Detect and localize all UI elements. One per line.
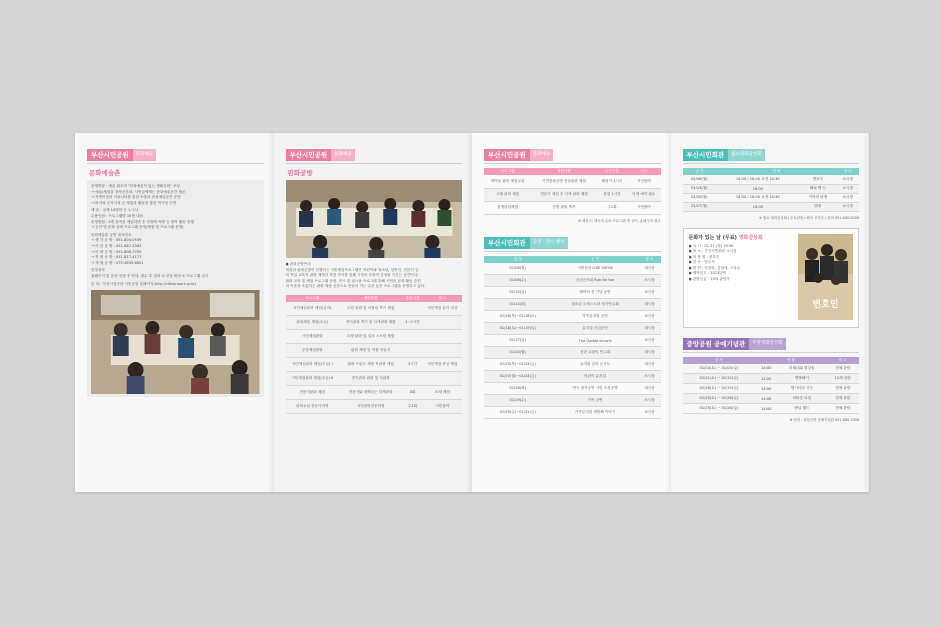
table-cell: 연극 정기공연 시민 초청공연 xyxy=(551,383,638,395)
table-cell: 주1회 xyxy=(597,201,627,214)
table-row xyxy=(683,184,860,193)
table-cell: 전문가와 함께하는 다색판화 xyxy=(339,386,402,400)
page-4-header-2 xyxy=(683,338,860,350)
table-cell: 대극장 xyxy=(639,383,661,395)
table-row xyxy=(683,404,860,414)
table-cell: 14:00 xyxy=(755,374,777,384)
table-cell: 시민판화공방 전문판화 체험 xyxy=(531,175,597,188)
column-header: 영 화 xyxy=(755,357,826,364)
table-cell: 뮤지컬 신년공연 xyxy=(551,323,638,335)
table-cell: 상설 1시간 xyxy=(597,188,627,201)
table-cell: 아이들 판화 체험교실 xyxy=(484,175,531,188)
table-cell: 제야의 종 기념 공연 xyxy=(551,287,638,299)
page-3-header-2 xyxy=(484,237,661,249)
divider xyxy=(683,163,860,164)
table-cell: 시민체험판화 체험(초등) Ⅱ xyxy=(286,372,339,386)
text-line: ● 제작년도 : 2013년작 xyxy=(688,271,727,276)
table-cell: 3시간 xyxy=(402,358,422,372)
page-3 xyxy=(472,133,671,492)
table-cell: 뮤지컬 갈라 콘서트 xyxy=(551,359,638,371)
table-cell: 01/06(월) xyxy=(683,175,717,184)
text-line: ● 작 품 명 : 변호인 xyxy=(688,254,720,259)
table-cell: 01/06(월) xyxy=(484,263,551,275)
monday-movie-table xyxy=(683,168,860,212)
page-1-header xyxy=(87,149,264,161)
table-cell: 시민문화 LIVE SHOW xyxy=(551,263,638,275)
table-cell: 바닐 월드 xyxy=(777,404,826,414)
divider xyxy=(87,163,264,164)
column-header: 수업시간 xyxy=(402,295,422,302)
intro-lines xyxy=(286,262,463,290)
table-row xyxy=(484,275,661,287)
section-sub: 문화예술 xyxy=(133,149,156,161)
table-cell: 고래 판화 체험 xyxy=(484,188,531,201)
column-header: 비고 xyxy=(423,295,462,302)
poster-title: 변호인 xyxy=(812,299,839,310)
table-cell: 01/20(월) xyxy=(683,193,717,202)
table-cell: 소극장 xyxy=(836,202,859,211)
page-2 xyxy=(274,133,473,492)
section-name: 부산시민회관 xyxy=(683,149,729,161)
table-row xyxy=(484,188,661,201)
table-cell: 14:00 xyxy=(755,404,777,414)
table-row xyxy=(484,407,661,419)
table-cell: 시민참여 xyxy=(627,201,660,214)
info-lines xyxy=(91,184,260,287)
workshop-photo xyxy=(91,290,260,394)
table-row xyxy=(683,202,860,211)
table-cell xyxy=(423,372,462,386)
table-cell: 가족뮤지컬 공연 xyxy=(551,311,638,323)
table-cell: 01/18(토)~01/19(일) xyxy=(484,323,551,335)
table-row xyxy=(286,302,463,316)
table-cell: 시민체험 중심 체험 xyxy=(423,358,462,372)
table-row xyxy=(683,364,860,374)
print-workshop-photo xyxy=(286,180,463,258)
table-cell: The Gadda show's xyxy=(551,335,638,347)
program-table xyxy=(286,295,463,415)
section-sub: 문화예술 xyxy=(530,149,553,161)
text-line: 문 의 : 부산시설공단 시민공원 홈페이지(http://citizenpark.or.kr) xyxy=(91,281,197,286)
table-cell: 신년 교향악 연주회 xyxy=(551,347,638,359)
column-header: 비고 xyxy=(627,168,660,175)
table-cell: 소극장 xyxy=(639,311,661,323)
table-row xyxy=(484,311,661,323)
table-row xyxy=(484,323,661,335)
table-cell xyxy=(402,302,422,316)
table-cell: 12세 관람 xyxy=(826,374,859,384)
table-cell: 01/27(월) xyxy=(683,202,717,211)
table-cell: 소재 체험 xyxy=(423,386,462,400)
table-cell: 01/04(토) ~ 01/05(일) xyxy=(683,364,756,374)
text-line: 판화 교육 및 체험 프로그램 운영, 전시 및 워크숍 프로그램 통해 시민의 문화 활동 증진 xyxy=(285,278,421,283)
table-row xyxy=(286,330,463,344)
text-line: 홈페이지 및 유선 신청 후 안내, 접수 후 결과 ① 신청 확정 ① 프로그램 실시 xyxy=(91,273,209,278)
table-cell: 01/23(목)~01/24(금) xyxy=(484,359,551,371)
table-cell: 소극장 xyxy=(836,193,859,202)
table-row xyxy=(484,359,661,371)
movie-box xyxy=(683,228,860,328)
text-line: → 공간 별 문화 공예 프로그램 운영(체험 및 프로그램 운영) xyxy=(91,225,184,230)
table-cell: 전문가 체험 후 다색 판화 체험 xyxy=(531,188,597,201)
table-cell: 01/11(토) ~ 01/12(일) xyxy=(683,374,756,384)
table-cell: 단체 예약 필수 xyxy=(627,188,660,201)
table-cell: 소극장 xyxy=(639,335,661,347)
table-row xyxy=(484,201,661,214)
table-cell: 마제네와 빨강돌 xyxy=(777,364,826,374)
section-name: 부산시민공원 xyxy=(87,149,133,161)
table-cell: 시민체험판화 체험(초등) Ⅰ xyxy=(286,358,339,372)
movie-title-main: 영화감상회 xyxy=(738,234,763,241)
text-line: → 목 원 공 방 : 051-817-4177 xyxy=(91,255,142,260)
table-cell: 범죄 xyxy=(799,202,836,211)
table-cell: 01/28(화) xyxy=(484,383,551,395)
table-cell xyxy=(423,316,462,330)
table-cell: 14:00 xyxy=(755,384,777,394)
text-line: 수용인원 : 프로그램별 10명 내외 xyxy=(91,213,144,218)
text-line: ● 일 시 : 01.27.(월) 19:30 xyxy=(688,243,734,248)
table-cell: 16:00 xyxy=(716,202,799,211)
table-row xyxy=(286,400,463,414)
table-cell: 소극장 xyxy=(836,184,859,193)
section-sub: 월요영화감상회 xyxy=(728,149,764,161)
table-row xyxy=(484,395,661,407)
column-header: 체험내용 xyxy=(339,295,402,302)
table-cell: 도장 판화 및 실크 스크린 체험 xyxy=(339,330,402,344)
table-row xyxy=(683,394,860,404)
table-cell: 대극장 xyxy=(639,347,661,359)
table-cell: 가족 공연 xyxy=(551,395,638,407)
brochure-spread xyxy=(75,133,869,492)
table-row xyxy=(484,299,661,311)
table-cell: 종이판화 판화 및 석판화 xyxy=(339,372,402,386)
weekend-movie-table xyxy=(683,357,860,415)
movie-info xyxy=(689,234,795,322)
text-line: 문화예술촌 공방 대표번호 xyxy=(91,232,132,237)
table-row xyxy=(286,344,463,358)
table-row xyxy=(286,316,463,330)
table-row xyxy=(484,347,661,359)
table-cell: 소극장 xyxy=(836,175,859,184)
divider xyxy=(484,163,661,164)
table-cell: 전체 관람 xyxy=(826,384,859,394)
table-cell: 시민체험판화 xyxy=(286,330,339,344)
table-cell: 시민참여 xyxy=(627,175,660,188)
table-cell: 시민체험 유아 대상 xyxy=(423,302,462,316)
text-line: 과 이웃과 소통하는 판화 체험 공간으로 만들어 가는 수준 높은 프로그램을 운영하고 있다. xyxy=(285,284,426,289)
divider xyxy=(683,352,860,353)
text-line: ● 장 소 : 부산시민회관 소극장 xyxy=(688,249,737,254)
table-cell: 14:00 / 16:00 오전 10:30 xyxy=(716,193,799,202)
table-cell: 14:00 xyxy=(755,394,777,404)
column-header: 체험내용 xyxy=(531,168,597,175)
column-header: 수업시간 xyxy=(597,168,627,175)
section-name: 중앙공원 공예기념관 xyxy=(683,338,750,350)
text-line: ● 판화공방안내 xyxy=(285,262,311,266)
table-cell: 소극장 xyxy=(639,275,661,287)
table-cell: 신년음악회 Run for fun xyxy=(551,275,638,287)
table-row xyxy=(484,335,661,347)
page-1 xyxy=(75,133,274,492)
table-cell: 01/18(토) ~ 01/19(일) xyxy=(683,384,756,394)
section-name: 부산시민공원 xyxy=(484,149,530,161)
table-row xyxy=(683,175,860,184)
text-line: ● 감 독 : 양우석 xyxy=(688,260,715,265)
text-line: 운영방법 : 5개 창작동 체험하면 후 현장에 역량 등 창작 활동 진행 xyxy=(91,219,194,224)
table-cell: 소극장 xyxy=(639,407,661,419)
column-header: 비 고 xyxy=(826,357,859,364)
section-sub: 주말영화감상회 xyxy=(749,338,785,350)
table-cell xyxy=(402,372,422,386)
text-line: → 아 바 공 방 : 051-806-7705 xyxy=(91,249,142,254)
table-cell: 해피 엔 드 xyxy=(799,184,836,193)
section-name: 부산시민공원 xyxy=(286,149,332,161)
table-cell: 엔젤해커 xyxy=(777,374,826,384)
table-cell: 시민참여 xyxy=(423,400,462,414)
table-row xyxy=(683,374,860,384)
text-line: 예 술 : 공예 10명의 등 누구나 xyxy=(91,208,139,213)
table-cell: 대극장 xyxy=(639,263,661,275)
table-cell: 주1회 xyxy=(402,400,422,414)
table-cell: 대극장 xyxy=(639,299,661,311)
table-cell: 체험시 1시간 xyxy=(597,175,627,188)
text-line: 운영방향 : 예술 회오적 "문화예술이 있는 생활공원" 조성 xyxy=(91,184,180,188)
table-cell: 가족뮤지컬 세번째 이야기 xyxy=(551,407,638,419)
table-cell: 소극장 xyxy=(639,371,661,383)
table-cell: 01/20(월) xyxy=(484,347,551,359)
text-line: → 이 한 공 방 : 051-867-3365 xyxy=(91,243,142,248)
table-cell: 판화교실 전문가과정 xyxy=(286,400,339,414)
table-cell: 4회 xyxy=(402,386,422,400)
table-cell: 01/25(토) ~ 01/26(일) xyxy=(683,394,756,404)
table-cell: 14:00 xyxy=(755,364,777,374)
text-line: ● 출 연 : 송강호, 김영애, 오달수 xyxy=(688,265,741,270)
text-line: → 생 각 공 방 : 051-804-0539 xyxy=(91,238,142,243)
movie-lines xyxy=(689,244,795,283)
section-sub: 공연 · 전시 행사 xyxy=(530,237,568,249)
movie-poster xyxy=(798,234,853,320)
table-cell: 1~2시간 xyxy=(402,316,422,330)
table-row xyxy=(484,175,661,188)
page-1-title: 문화예술촌 xyxy=(89,169,121,177)
text-line: → 색 채 공 방 : 070-4639-8801 xyxy=(91,260,144,265)
table-cell: 판화체험 체험(초등) xyxy=(286,316,339,330)
table-cell: 전체 관람 xyxy=(826,394,859,404)
table-cell: 주말체험판화 xyxy=(286,344,339,358)
info-box xyxy=(87,180,264,397)
table-cell: 전체 관람 xyxy=(826,404,859,414)
table-cell: 01/16(목)~01/18(토) xyxy=(484,311,551,323)
table-cell: 전문가판화 체험 xyxy=(286,386,339,400)
column-header: 장 소 xyxy=(836,168,859,175)
table-row xyxy=(484,287,661,299)
table-cell: 01/17(금) xyxy=(484,335,551,347)
table-cell: 01/10(금) xyxy=(484,287,551,299)
program-table-2 xyxy=(484,168,661,215)
table-cell: 종이판화 찍기 및 다색판화 체험 xyxy=(339,316,402,330)
table-row xyxy=(683,384,860,394)
table-row xyxy=(286,386,463,400)
page-2-header xyxy=(286,149,463,161)
table-note: ※ 월요 영화감상회 / 무료관람 / 좌석 선착순 / 문의 051-630-5200 xyxy=(758,215,859,220)
table-cell: 시민판화전문과정 xyxy=(339,400,402,414)
page-3-header xyxy=(484,149,661,161)
text-line: 체험과 판화공방이 진행되는 시민체험프로그램은 어린이와 청소년, 일반인, 전문인 등 xyxy=(285,267,419,272)
table-cell: 도장 판화 및 마블링 찍기 체험 xyxy=(339,302,402,316)
table-cell: 대극장 xyxy=(639,323,661,335)
table-cell: 가족의 탄생 xyxy=(799,193,836,202)
table-cell: 소극장 xyxy=(639,395,661,407)
text-line: → 예술/체험을 창작공간과, 시민들에게는 문화예술공간 제공 xyxy=(91,189,186,194)
movie-title xyxy=(689,234,795,241)
table-row xyxy=(286,372,463,386)
column-header: 공 연 xyxy=(551,256,638,263)
table-cell: 감정 판화 찍기 xyxy=(531,201,597,214)
table-cell: 01/29(수)~01/31(금) xyxy=(484,407,551,419)
column-header: 일 자 xyxy=(683,357,756,364)
table-cell: 어린이 뮤지컬 xyxy=(551,371,638,383)
table-cell: 감정판화체험 xyxy=(484,201,531,214)
divider xyxy=(286,163,463,164)
table-cell xyxy=(402,330,422,344)
table-cell: 01/20(월)~01/24(금) xyxy=(484,371,551,383)
divider xyxy=(484,251,661,252)
table-cell: 시민체험판화 체험(유아) xyxy=(286,302,339,316)
table-cell: 판화 체험 및 작품 만들기 xyxy=(339,344,402,358)
table-cell: 변호인 xyxy=(799,175,836,184)
table-cell: 01/25(토) ~ 01/26(일) xyxy=(683,404,756,414)
table-note: ※ 체험료, 재료비 유료 프로그램 별 상이, 홈페이지 참고 xyxy=(578,218,661,223)
table-cell: 01/29(수) xyxy=(484,395,551,407)
table-row xyxy=(286,358,463,372)
page-4-header xyxy=(683,149,860,161)
performance-table xyxy=(484,256,661,420)
table-cell: 대극장 xyxy=(639,359,661,371)
table-note: ※ 문의 : 중앙공원 공예기념관 051-860-7000 xyxy=(789,418,859,422)
table-cell: 어바웃 타임 xyxy=(777,394,826,404)
table-cell: 엔시티리 시즌 xyxy=(777,384,826,394)
table-cell: 14:00 / 16:00 오전 10:30 xyxy=(716,175,799,184)
table-cell: 청소년 오케스트라 정기연주회 xyxy=(551,299,638,311)
page-4 xyxy=(671,133,870,492)
section-name: 부산시민회관 xyxy=(484,237,530,249)
column-header: 영 화 xyxy=(716,168,836,175)
text-line: → 파거의 군사시설 등 체험과 활동을 통한 역사성 구현 xyxy=(91,200,177,205)
table-cell: 판화 프린트 체험 목판화 체험 xyxy=(339,358,402,372)
table-cell: 01/14(화) xyxy=(484,299,551,311)
table-row xyxy=(484,383,661,395)
column-header: 일 자 xyxy=(683,168,717,175)
column-header: 프로그램 xyxy=(484,168,531,175)
table-row xyxy=(484,263,661,275)
table-cell: 01/13(월) xyxy=(683,184,717,193)
page-2-title: 판화공방 xyxy=(287,169,313,177)
text-line: ● 관람등급 : 15세 관람가 xyxy=(688,277,730,282)
movie-title-prefix: 문화가 있는 날 (무료) xyxy=(688,234,737,241)
text-line: 신청절차 xyxy=(91,268,105,273)
table-cell: 16:00 xyxy=(716,184,799,193)
column-header: 프로그램 xyxy=(286,295,339,302)
table-cell xyxy=(423,344,462,358)
table-cell: 소극장 xyxy=(639,287,661,299)
table-cell: 전체 관람 xyxy=(826,364,859,374)
column-header: 장 소 xyxy=(639,256,661,263)
column-header: 일 자 xyxy=(484,256,551,263)
table-row xyxy=(683,193,860,202)
table-cell xyxy=(423,330,462,344)
table-row xyxy=(484,371,661,383)
text-line: → 지역이웃의 커뮤니티를 통한 소통의 문화예술공간 운영 xyxy=(91,195,181,200)
section-sub: 문화예술 xyxy=(331,149,354,161)
table-cell: 01/08(수) xyxy=(484,275,551,287)
table-cell xyxy=(402,344,422,358)
text-line: 의 작업 교육적 판화 제작과 작품 전시를 통해 시민의 문화적 감성을 키우는 공간이다. xyxy=(285,273,419,278)
